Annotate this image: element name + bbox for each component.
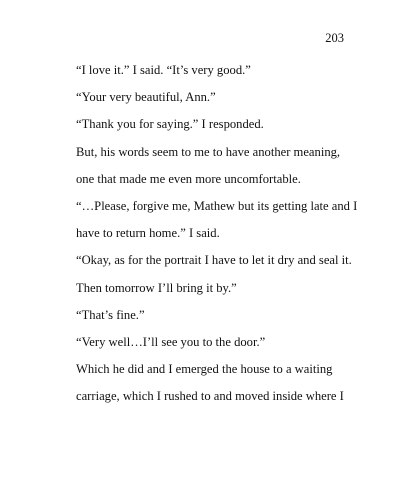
text-line: “That’s fine.” (76, 307, 145, 322)
page-number: 203 (325, 31, 344, 45)
text-line: “I love it.” I said. “It’s very good.” (76, 63, 251, 77)
text-line: have to return home.” I said. (76, 226, 220, 241)
body-text (76, 62, 376, 415)
text-line: Which he did and I emerged the house to a waiting (76, 362, 333, 377)
text-line: “Your very beautiful, Ann.” (76, 90, 216, 105)
text-line: Then tomorrow I’ll bring it by.” (76, 280, 237, 295)
text-line: “Thank you for saying.” I responded. (76, 117, 264, 132)
text-line: carriage, which I rushed to and moved inside where I (76, 389, 344, 404)
text-line: “…Please, forgive me, Mathew but its getting late and I (76, 198, 358, 213)
text-line: But, his words seem to me to have another meaning, (76, 144, 341, 159)
text-line: one that made me even more uncomfortable. (76, 171, 301, 186)
text-line: “Okay, as for the portrait I have to let it dry and seal it. (76, 253, 352, 268)
text-line: “Very well…I’ll see you to the door.” (76, 334, 266, 349)
